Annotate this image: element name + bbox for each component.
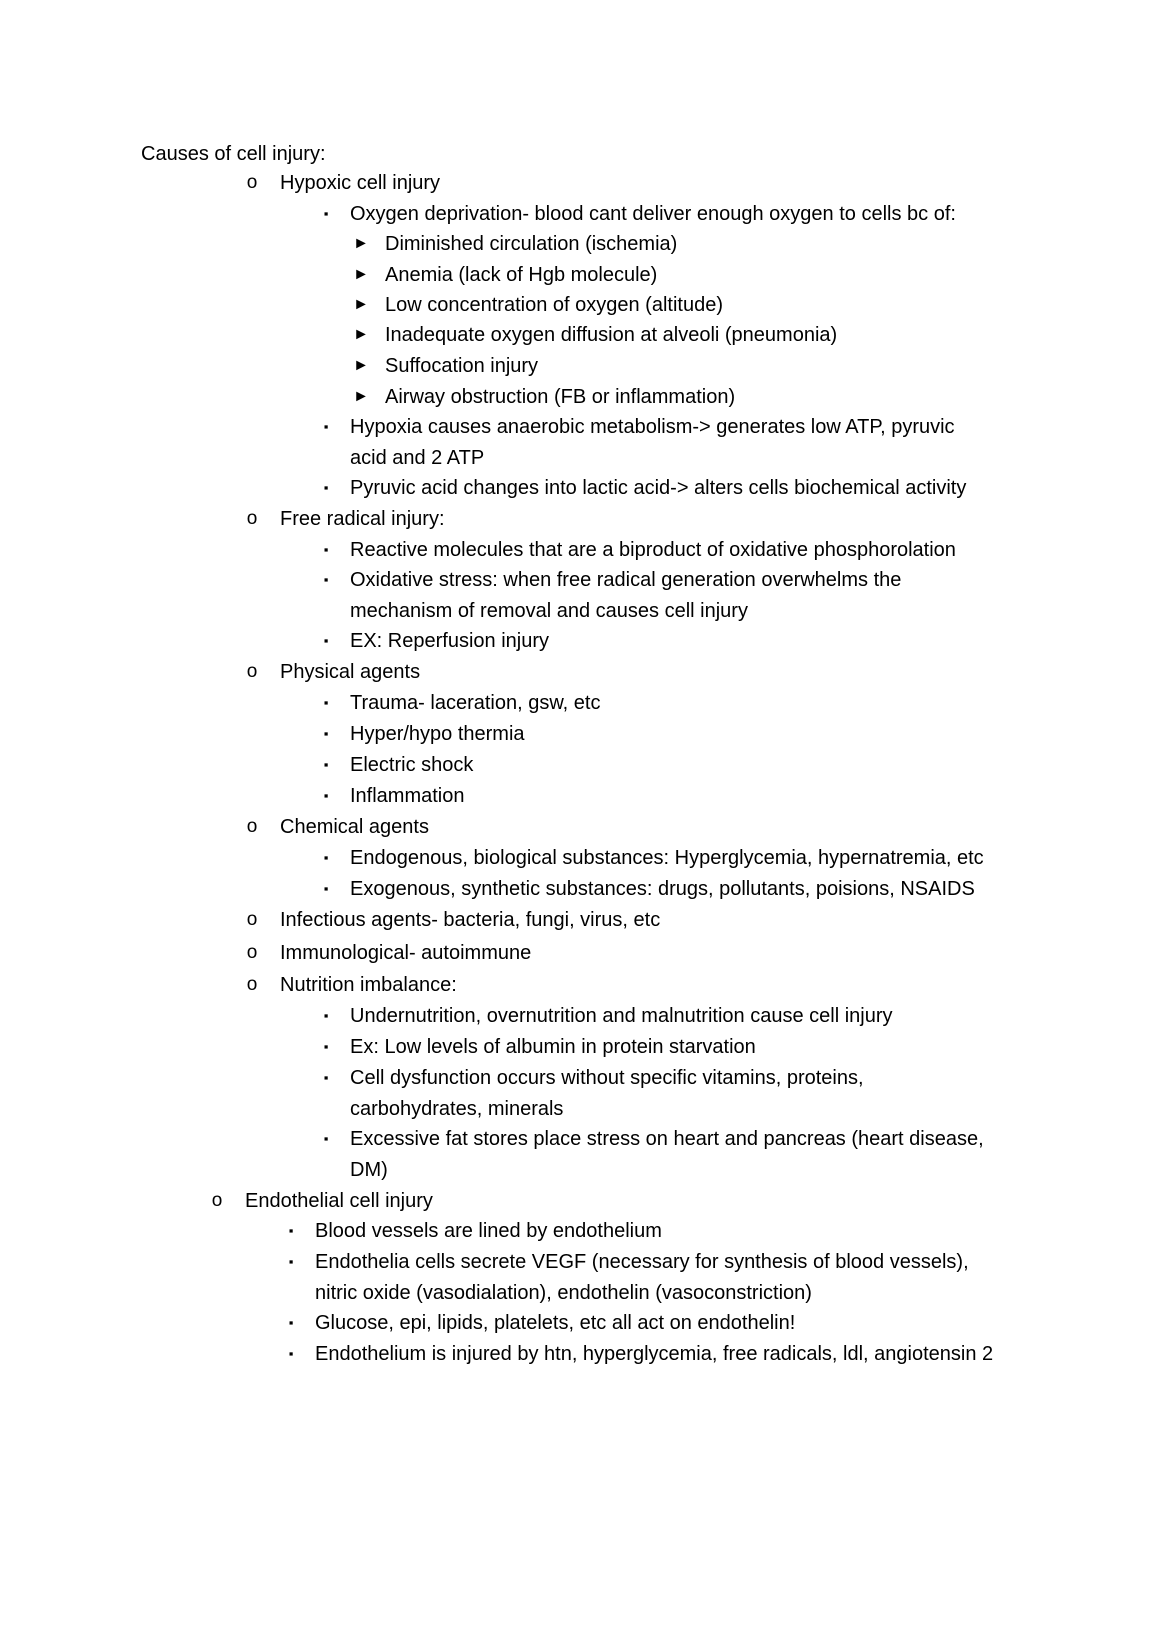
circle-bullet: o	[246, 172, 258, 193]
free-radical-heading: Free radical injury:	[280, 508, 445, 530]
hypoxic-item-1: Oxygen deprivation- blood cant deliver enough oxygen to cells bc of:	[350, 203, 956, 225]
endothelial-item-4: Endothelium is injured by htn, hyperglycemia, free radicals, ldl, angiotensin 2	[315, 1343, 994, 1365]
nutrition-item-4-line-1: Excessive fat stores place stress on heart and pancreas (heart disease,	[350, 1128, 984, 1150]
square-bullet: ▪	[323, 695, 329, 710]
arrow-bullet: ►	[353, 266, 369, 283]
hypoxic-heading: Hypoxic cell injury	[280, 172, 441, 194]
endothelial-item-2-line-2: nitric oxide (vasodialation), endothelin (vasoconstriction)	[315, 1282, 812, 1304]
arrow-bullet: ►	[353, 326, 369, 343]
circle-bullet: o	[246, 909, 258, 930]
immunological-heading: Immunological- autoimmune	[280, 942, 532, 964]
hypoxic-cause-5: Suffocation injury	[385, 355, 539, 377]
endothelial-heading: Endothelial cell injury	[245, 1190, 433, 1212]
circle-bullet: o	[246, 816, 258, 837]
square-bullet: ▪	[323, 419, 329, 434]
square-bullet: ▪	[323, 542, 329, 557]
nutrition-item-1: Undernutrition, overnutrition and malnutrition cause cell injury	[350, 1005, 893, 1027]
square-bullet: ▪	[323, 788, 329, 803]
nutrition-heading: Nutrition imbalance:	[280, 974, 457, 996]
nutrition-item-2: Ex: Low levels of albumin in protein starvation	[350, 1036, 756, 1058]
arrow-bullet: ►	[353, 388, 369, 405]
physical-item-1: Trauma- laceration, gsw, etc	[350, 692, 601, 714]
chemical-item-2: Exogenous, synthetic substances: drugs, pollutants, poisions, NSAIDS	[350, 878, 975, 900]
square-bullet: ▪	[323, 1008, 329, 1023]
endothelial-item-1: Blood vessels are lined by endothelium	[315, 1220, 662, 1242]
square-bullet: ▪	[323, 726, 329, 741]
hypoxic-cause-4: Inadequate oxygen diffusion at alveoli (pneumonia)	[385, 324, 838, 346]
physical-item-4: Inflammation	[350, 785, 465, 807]
free-radical-item-2-line-2: mechanism of removal and causes cell injury	[350, 600, 748, 622]
arrow-bullet: ►	[353, 235, 369, 252]
square-bullet: ▪	[288, 1254, 294, 1269]
square-bullet: ▪	[323, 480, 329, 495]
square-bullet: ▪	[288, 1315, 294, 1330]
square-bullet: ▪	[323, 633, 329, 648]
square-bullet: ▪	[323, 1039, 329, 1054]
page-title: Causes of cell injury:	[141, 143, 326, 165]
circle-bullet: o	[246, 508, 258, 529]
square-bullet: ▪	[323, 757, 329, 772]
nutrition-item-3-line-2: carbohydrates, minerals	[350, 1098, 564, 1120]
arrow-bullet: ►	[353, 296, 369, 313]
square-bullet: ▪	[323, 572, 329, 587]
hypoxic-cause-3: Low concentration of oxygen (altitude)	[385, 294, 723, 316]
square-bullet: ▪	[323, 1131, 329, 1146]
chemical-item-1: Endogenous, biological substances: Hyperglycemia, hypernatremia, etc	[350, 847, 984, 869]
square-bullet: ▪	[288, 1346, 294, 1361]
hypoxic-item-2-line-1: Hypoxia causes anaerobic metabolism-> generates low ATP, pyruvic	[350, 416, 955, 438]
square-bullet: ▪	[323, 850, 329, 865]
hypoxic-cause-2: Anemia (lack of Hgb molecule)	[385, 264, 658, 286]
circle-bullet: o	[246, 661, 258, 682]
square-bullet: ▪	[288, 1223, 294, 1238]
hypoxic-item-2-line-2: acid and 2 ATP	[350, 447, 485, 469]
infectious-heading: Infectious agents- bacteria, fungi, virus, etc	[280, 909, 661, 931]
physical-item-3: Electric shock	[350, 754, 474, 776]
circle-bullet: o	[246, 942, 258, 963]
nutrition-item-3-line-1: Cell dysfunction occurs without specific vitamins, proteins,	[350, 1067, 864, 1089]
physical-heading: Physical agents	[280, 661, 421, 683]
free-radical-item-2-line-1: Oxidative stress: when free radical generation overwhelms the	[350, 569, 902, 591]
endothelial-item-3: Glucose, epi, lipids, platelets, etc all act on endothelin!	[315, 1312, 796, 1334]
hypoxic-cause-6: Airway obstruction (FB or inflammation)	[385, 386, 736, 408]
nutrition-item-4-line-2: DM)	[350, 1159, 388, 1181]
chemical-heading: Chemical agents	[280, 816, 429, 838]
hypoxic-item-3: Pyruvic acid changes into lactic acid-> alters cells biochemical activity	[350, 477, 967, 499]
circle-bullet: o	[211, 1190, 223, 1211]
free-radical-item-3: EX: Reperfusion injury	[350, 630, 549, 652]
hypoxic-cause-1: Diminished circulation (ischemia)	[385, 233, 678, 255]
physical-item-2: Hyper/hypo thermia	[350, 723, 525, 745]
arrow-bullet: ►	[353, 357, 369, 374]
endothelial-item-2-line-1: Endothelia cells secrete VEGF (necessary for synthesis of blood vessels),	[315, 1251, 969, 1273]
square-bullet: ▪	[323, 881, 329, 896]
free-radical-item-1: Reactive molecules that are a biproduct of oxidative phosphorolation	[350, 539, 956, 561]
square-bullet: ▪	[323, 206, 329, 221]
square-bullet: ▪	[323, 1070, 329, 1085]
circle-bullet: o	[246, 974, 258, 995]
